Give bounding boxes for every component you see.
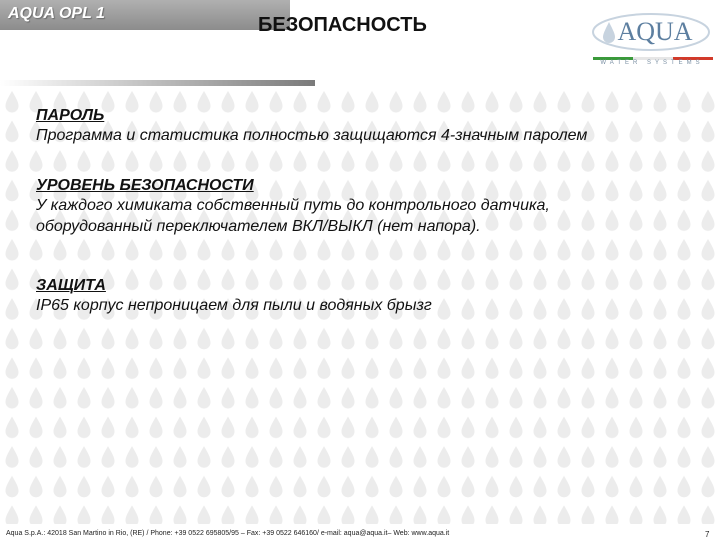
- title-divider: [0, 80, 315, 86]
- section-password: [36, 106, 696, 146]
- section-text-line: оборудованный переключателем ВКЛ/ВЫКЛ (нет напора).: [36, 218, 481, 235]
- section-protection: [36, 276, 696, 316]
- section-heading: ПАРОЛЬ: [36, 107, 105, 124]
- section-heading: ЗАЩИТА: [36, 277, 106, 294]
- section-text-line: IP65 корпус непроницаем для пыли и водяных брызг: [36, 297, 432, 314]
- section-security-level: [36, 176, 696, 237]
- deck-label: AQUA OPL 1: [8, 5, 105, 22]
- footer-contact: Aqua S.p.A.: 42018 San Martino in Rio, (RE) / Phone: +39 0522 695805/95 – Fax: +39 0522 646160/ e-mail: aqua@aqua.it– Web: www.aqua.it: [6, 530, 450, 537]
- section-text-line: Программа и статистика полностью защищаются 4-значным паролем: [36, 127, 588, 144]
- logo-brand: AQUA: [617, 17, 693, 46]
- logo-tagline: WATER SYSTEMS: [600, 60, 704, 66]
- section-text-line: У каждого химиката собственный путь до контрольного датчика,: [36, 197, 550, 214]
- page-number: 7: [705, 530, 710, 539]
- slide-title: БЕЗОПАСНОСТЬ: [258, 14, 427, 36]
- header-bar: [0, 0, 290, 30]
- section-heading: УРОВЕНЬ БЕЗОПАСНОСТИ: [36, 177, 254, 194]
